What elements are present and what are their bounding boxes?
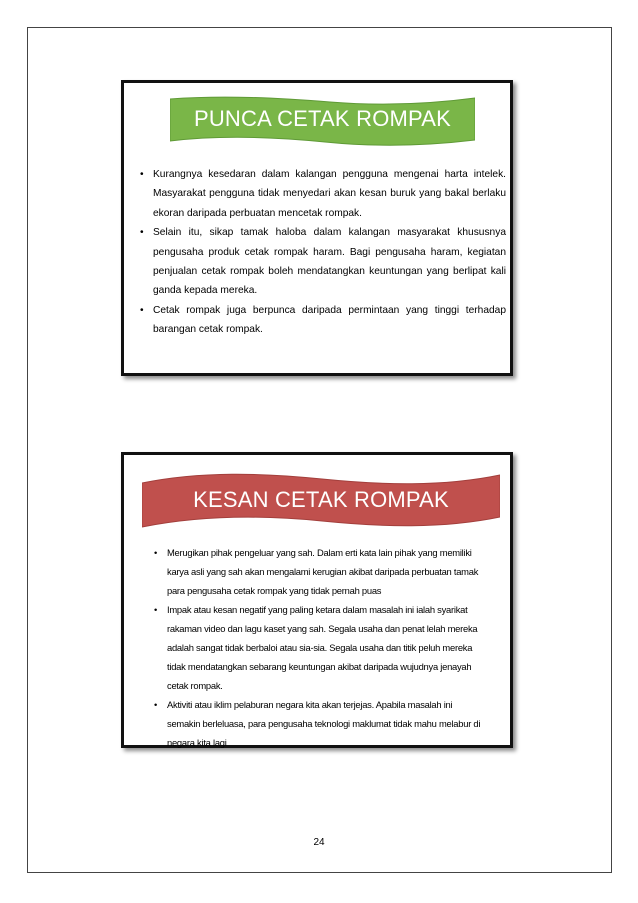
list-item: • Impak atau kesan negatif yang paling ketara dalam masalah ini ialah syarikat rakaman video dan lagu kaset yang sah. Segala usaha dan penat lelah mereka adalah sangat tidak berbaloi atau sia-sia. Segala usaha dan titik peluh mereka tidak mendatangkan sebarang keuntungan akibat daripada wujudnya jenayah cetak rompak. bbox=[154, 600, 484, 695]
bullet-list bbox=[154, 543, 484, 752]
list-item: • Selain itu, sikap tamak haloba dalam kalangan masyarakat khususnya pengusaha produk cetak rompak haram. Bagi pengusaha haram, kegiatan penjualan cetak rompak boleh mendatangkan keuntungan yang berlipat kali ganda kepada mereka. bbox=[140, 223, 506, 301]
page-number: 24 bbox=[313, 837, 325, 848]
list-item: • Kurangnya kesedaran dalam kalangan pengguna mengenai harta intelek. Masyarakat pengguna tidak menyedari akan kesan buruk yang bakal berlaku ekoran daripada perbuatan mencetak rompak. bbox=[140, 165, 506, 223]
title-banner bbox=[142, 469, 500, 531]
title-banner bbox=[170, 95, 475, 147]
list-item: • Merugikan pihak pengeluar yang sah. Dalam erti kata lain pihak yang memiliki karya asli yang sah akan mengalami kerugian akibat daripada perbuatan tamak para pengusaha cetak rompak yang tidak pernah puas bbox=[154, 543, 484, 600]
bullet-list bbox=[140, 165, 506, 340]
slide-kesan-cetak-rompak bbox=[121, 452, 513, 748]
slide-title: PUNCA CETAK ROMPAK bbox=[193, 106, 452, 131]
list-item: • Cetak rompak juga berpunca daripada permintaan yang tinggi terhadap barangan cetak rompak. bbox=[140, 301, 506, 340]
list-item: • Aktiviti atau iklim pelaburan negara kita akan terjejas. Apabila masalah ini semakin berleluasa, para pengusaha teknologi maklumat tidak mahu melabur di negara kita lagi bbox=[154, 695, 484, 752]
slide-punca-cetak-rompak bbox=[121, 80, 513, 376]
slide-title: KESAN CETAK ROMPAK bbox=[193, 487, 449, 512]
